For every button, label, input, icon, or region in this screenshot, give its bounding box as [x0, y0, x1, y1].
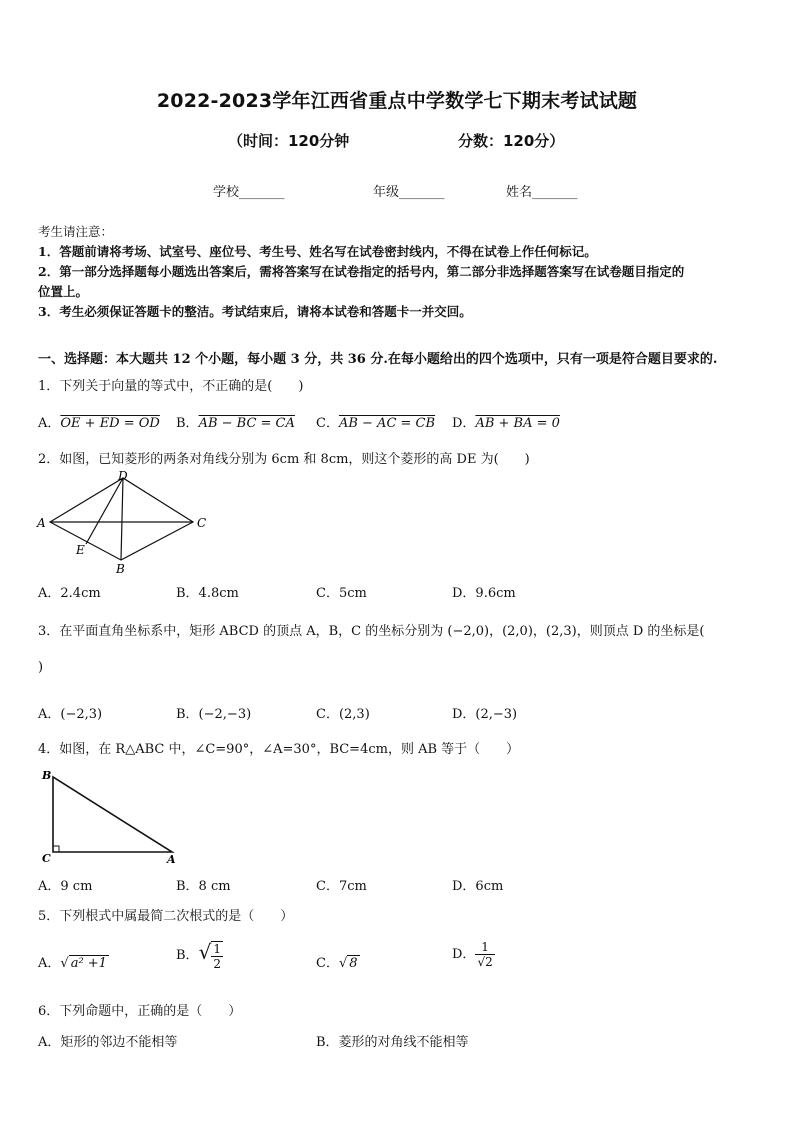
q1-option-c: [316, 412, 435, 431]
height-de: [86, 478, 123, 544]
notes-item-3: 3．考生必须保证答题卡的整洁。考试结束后，请将本试卷和答题卡一并交回。: [38, 304, 472, 319]
q3-option-a: A．(−2,3): [38, 707, 103, 722]
q4-stem: 4．如图，在 R△ABC 中，∠C=90°，∠A=30°，BC=4cm，则 AB 等于（ ）: [38, 742, 520, 757]
q1-stem: 1．下列关于向量的等式中，不正确的是( ): [38, 379, 304, 394]
school-field: 学校_______: [213, 185, 285, 200]
grade-field: 年级_______: [373, 185, 445, 200]
q5-option-c: C．√ 8: [316, 956, 358, 971]
page-title: 2022-2023学年江西省重点中学数学七下期末考试试题: [156, 90, 638, 112]
q3-option-d: D．(2,−3): [452, 707, 518, 722]
q5-option-a: A．√ a² +1: [38, 956, 107, 971]
section-heading: 一、选择题：本大题共 12 个小题，每小题 3 分，共 36 分.在每小题给出的四个选项中，只有一项是符合题目要求的.: [38, 352, 718, 367]
q4-option-b: B．8 cm: [176, 879, 231, 894]
q2-option-d: D．9.6cm: [452, 586, 516, 601]
right-angle-mark: [53, 846, 59, 852]
q1-option-d-expr: AB + BA = 0: [475, 416, 560, 431]
q3-option-c: C．(2,3): [316, 707, 370, 722]
q4-option-d: D．6cm: [452, 879, 504, 894]
q5-option-c-label: C．: [316, 956, 339, 971]
q6-stem: 6．下列命题中，正确的是（ ）: [38, 1004, 242, 1019]
q3-stem: 3．在平面直角坐标系中，矩形 ABCD 的顶点 A，B，C 的坐标分别为 (−2,0)，(2,0)，(2,3)，则顶点 D 的坐标是(: [38, 624, 705, 639]
q6-option-b: B．菱形的对角线不能相等: [316, 1035, 469, 1050]
q1-option-b: [176, 412, 295, 431]
q2-option-c: C．5cm: [316, 586, 367, 601]
q5-option-c-radicand: 8: [349, 956, 358, 971]
q5-stem: 5．下列根式中属最简二次根式的是（ ）: [38, 909, 294, 924]
label-e: E: [76, 543, 85, 557]
score-label: 分数：120分）: [458, 132, 565, 150]
notes-item-1: 1．答题前请将考场、试室号、座位号、考生号、姓名写在试卷密封线内，不得在试卷上作任何标记。: [38, 244, 597, 259]
triangle-outline: [53, 777, 172, 852]
q5-option-a-label: A．: [38, 956, 61, 971]
label-b: B: [116, 562, 125, 576]
label-a: A: [167, 853, 176, 866]
q3-option-b: B．(−2,−3): [176, 707, 252, 722]
notes-item-2-cont: 位置上。: [38, 284, 89, 299]
notes-block: [38, 222, 758, 322]
label-d: D: [118, 469, 128, 483]
label-b: B: [42, 769, 52, 782]
q2-option-b: B．4.8cm: [176, 586, 239, 601]
q3-stem-end: ): [38, 660, 44, 675]
q5-option-b: B．√ $\frac{1}{2}$: [176, 940, 221, 971]
q1-option-a-expr: OE + ED = OD: [60, 416, 160, 431]
q1-option-b-label: B．: [176, 416, 199, 431]
label-a: A: [37, 516, 46, 530]
q2-stem: 2．如图，已知菱形的两条对角线分别为 6cm 和 8cm，则这个菱形的高 DE 为( ): [38, 452, 530, 467]
q1-option-d: [452, 412, 560, 431]
q1-option-a: [38, 412, 160, 431]
time-label: （时间：120分钟: [228, 132, 350, 150]
q5-option-a-radicand: a² +1: [70, 956, 107, 971]
q5-option-d: [452, 940, 495, 969]
q4-option-a: A．9 cm: [38, 879, 93, 894]
q1-option-d-label: D．: [452, 416, 476, 431]
q1-option-a-label: A．: [38, 416, 61, 431]
q1-option-c-label: C．: [316, 416, 339, 431]
q5-option-b-den: 2: [213, 956, 221, 971]
q5-option-d-label: D．: [452, 947, 476, 962]
rhombus-figure: [34, 468, 214, 578]
q5-option-d-den: √2: [477, 955, 493, 969]
q5-option-d-num: 1: [475, 940, 494, 955]
notes-heading: 考生请注意：: [38, 224, 114, 239]
q5-option-b-num: 1: [213, 941, 221, 956]
q5-option-b-label: B．: [176, 948, 199, 963]
label-c: C: [42, 852, 51, 865]
q2-option-a: A．2.4cm: [38, 586, 101, 601]
label-c: C: [197, 516, 207, 530]
q1-option-c-expr: AB − AC = CB: [338, 416, 436, 431]
name-field: 姓名_______: [506, 185, 578, 200]
q1-option-b-expr: AB − BC = CA: [198, 416, 295, 431]
notes-item-2: 2．第一部分选择题每小题选出答案后，需将答案写在试卷指定的括号内，第二部分非选择题答案写在试卷题目指定的: [38, 264, 685, 279]
diagonal-bd: [121, 478, 123, 560]
q4-option-c: C．7cm: [316, 879, 367, 894]
triangle-figure: [38, 764, 183, 868]
q6-option-a: A．矩形的邻边不能相等: [38, 1035, 178, 1050]
